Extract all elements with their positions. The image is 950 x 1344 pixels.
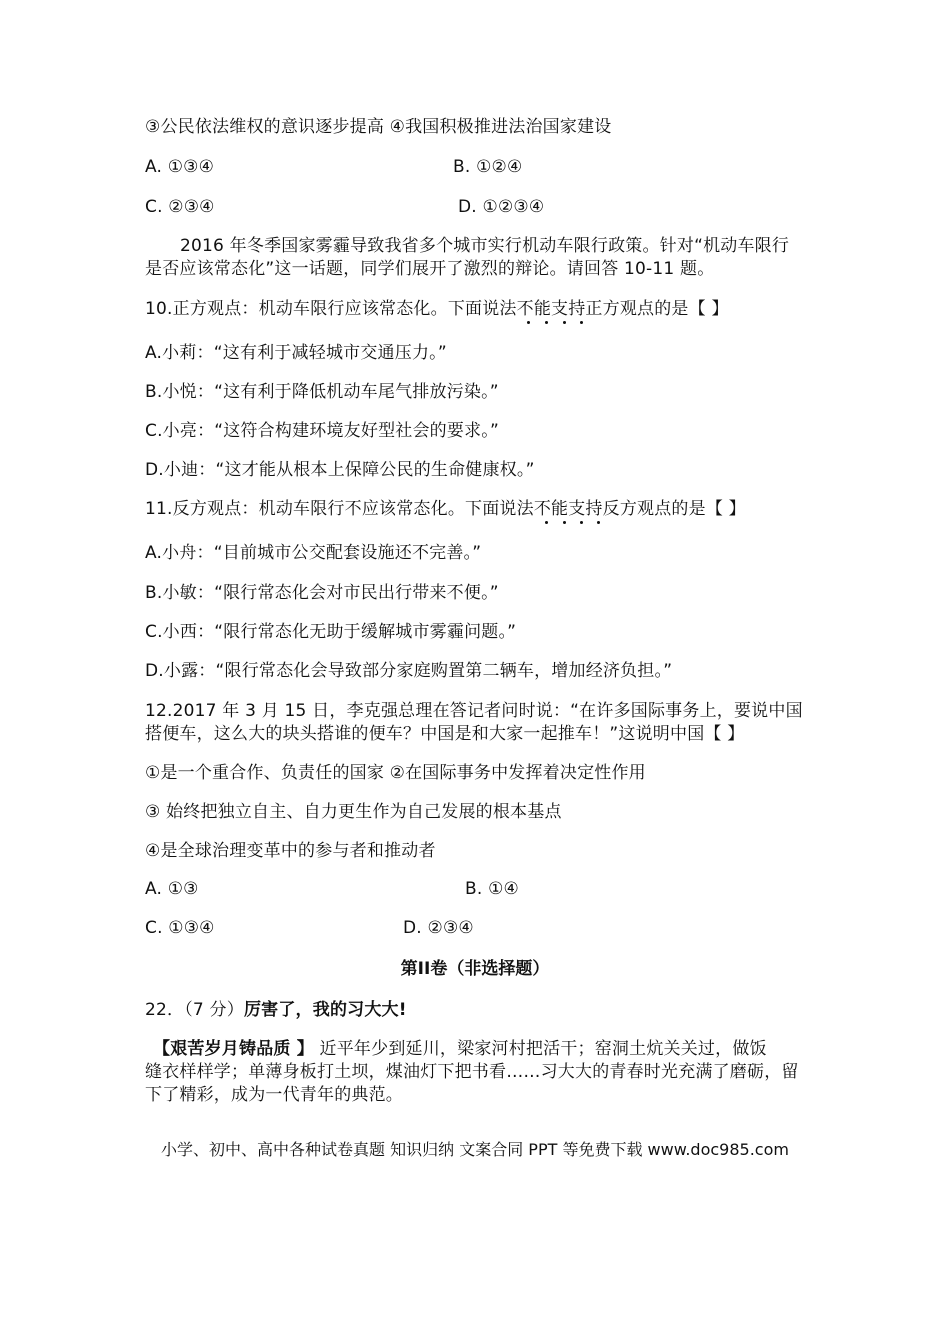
intro-line-2: 是否应该常态化”这一话题，同学们展开了激烈的辩论。请回答 10-11 题。: [145, 259, 715, 279]
emphasis-dot: [563, 321, 566, 324]
intro-line-1: 2016 年冬季国家雾霾导致我省多个城市实行机动车限行政策。针对“机动车限行: [180, 236, 790, 256]
q10-choice-c: C.小亮：“这符合构建环境友好型社会的要求。”: [145, 421, 499, 441]
q11-choice-a: A.小舟：“目前城市公交配套设施还不完善。”: [145, 543, 482, 563]
emphasis-dot: [563, 521, 566, 524]
q22-paragraph-text: 近平年少到延川，梁家河村把活干；窑洞土炕关关过，做饭: [313, 1039, 767, 1059]
emphasis-dot: [527, 321, 530, 324]
q9-choice-a: A. ①③④: [145, 157, 215, 177]
q12-options-1-2: ①是一个重合作、负责任的国家 ②在国际事务中发挥着决定性作用: [145, 763, 646, 783]
q22-paragraph-line-3: 下了精彩，成为一代青年的典范。: [145, 1085, 403, 1105]
q22-paragraph-line-2: 缝衣样样学；单薄身板打土坝，煤油灯下把书看……习大大的青春时光充满了磨砺，留: [145, 1062, 799, 1082]
emphasis-dot: [580, 321, 583, 324]
q12-option-4: ④是全球治理变革中的参与者和推动者: [145, 841, 436, 861]
q12-stem-line-2: 搭便车，这么大的块头搭谁的便车？中国是和大家一起推车！”这说明中国【 】: [145, 724, 745, 744]
q10-stem: 10.正方观点：机动车限行应该常态化。下面说法不能支持正方观点的是【 】: [145, 299, 729, 319]
q12-choice-a: A. ①③: [145, 879, 199, 899]
emphasis-dot: [545, 321, 548, 324]
q22-paragraph-line-1: [153, 1037, 767, 1061]
emphasis-dot: [545, 521, 548, 524]
q12-stem-line-1: 12.2017 年 3 月 15 日，李克强总理在答记者问时说：“在许多国际事务上，要说中国: [145, 701, 803, 721]
q10-choice-d: D.小迪：“这才能从根本上保障公民的生命健康权。”: [145, 460, 535, 480]
q11-stem: 11.反方观点：机动车限行不应该常态化。下面说法不能支持反方观点的是【 】: [145, 499, 746, 519]
emphasis-dot: [580, 521, 583, 524]
q11-choice-b: B.小敏：“限行常态化会对市民出行带来不便。”: [145, 583, 499, 603]
q11-choice-d: D.小露：“限行常态化会导致部分家庭购置第二辆车，增加经济负担。”: [145, 661, 673, 681]
q11-choice-c: C.小西：“限行常态化无助于缓解城市雾霾问题。”: [145, 622, 517, 642]
q22-number: 22．（7 分）: [145, 1000, 244, 1020]
q9-options-3-4: ③公民依法维权的意识逐步提高 ④我国积极推进法治国家建设: [145, 117, 612, 137]
emphasis-dot: [597, 521, 600, 524]
q10-choice-a: A.小莉：“这有利于减轻城市交通压力。”: [145, 343, 447, 363]
q12-option-3: ③ 始终把独立自主、自力更生作为自己发展的根本基点: [145, 802, 562, 822]
q12-choice-d: D. ②③④: [403, 918, 474, 938]
q22-heading: [145, 998, 407, 1022]
q9-choice-b: B. ①②④: [453, 157, 523, 177]
q22-section-head: 【艰苦岁月铸品质 】: [153, 1039, 314, 1059]
q10-choice-b: B.小悦：“这有利于降低机动车尾气排放污染。”: [145, 382, 499, 402]
q9-choice-c: C. ②③④: [145, 197, 215, 217]
q12-choice-c: C. ①③④: [145, 918, 215, 938]
q22-title: 厉害了，我的习大大!: [243, 1000, 407, 1020]
q12-choice-b: B. ①④: [465, 879, 519, 899]
section-title: 第II卷（非选择题）: [400, 959, 550, 979]
page-footer: 小学、初中、高中各种试卷真题 知识归纳 文案合同 PPT 等免费下载 www.doc985.com: [161, 1140, 789, 1159]
q9-choice-d: D. ①②③④: [458, 197, 545, 217]
